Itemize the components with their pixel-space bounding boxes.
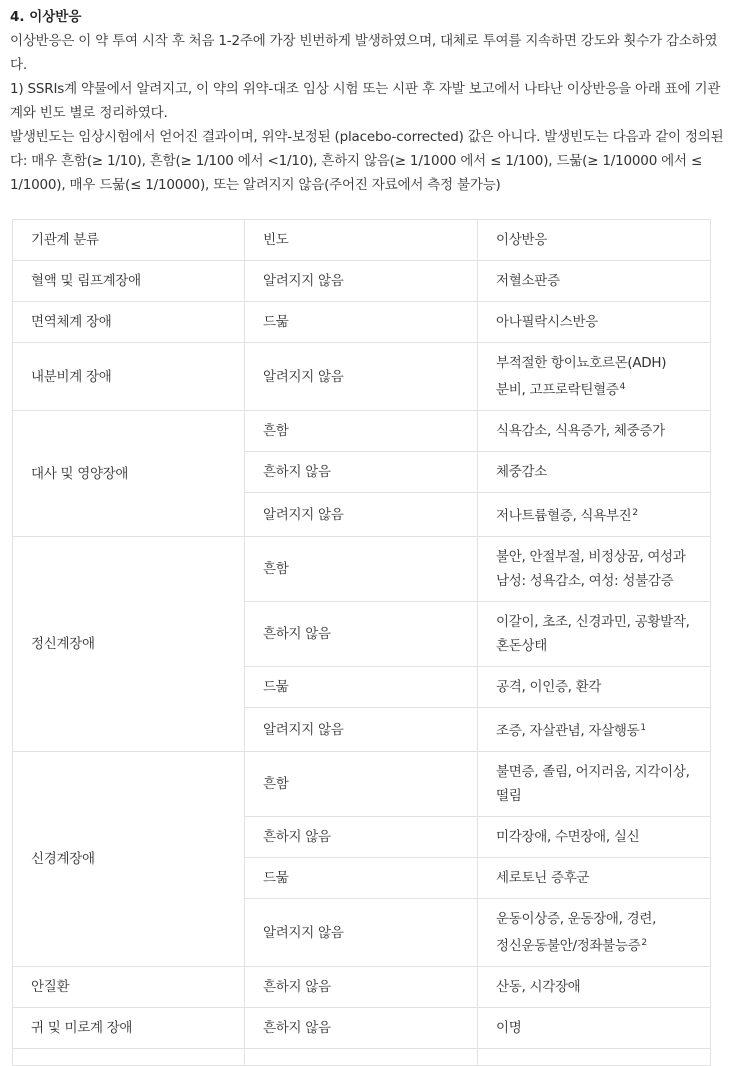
reaction-cell [478,411,711,452]
frequency-cell: 흔함 [245,411,478,452]
table-row [13,302,711,343]
document [10,0,728,197]
header-reaction: 이상반응 [478,220,711,261]
reaction-text: 산동, 시각장애 [496,979,581,995]
reaction-text: 저혈소판증 [496,273,560,289]
frequency-cell: 흔함 [245,752,478,817]
reaction-cell [478,1008,711,1049]
frequency-cell: 알려지지 않음 [245,343,478,411]
reaction-cell [478,667,711,708]
table-row [13,1049,711,1066]
footnote-marker: 2 [632,508,638,518]
table-header-row [13,220,711,261]
header-organ-class: 기관계 분류 [13,220,245,261]
table-row [13,537,711,602]
reaction-cell [478,602,711,667]
table-row [13,1008,711,1049]
table-row [13,967,711,1008]
reaction-text: 불면증, 졸림, 어지러움, 지각이상, 떨림 [496,764,690,804]
frequency-cell: 흔하지 않음 [245,967,478,1008]
reaction-text: 공격, 이인증, 환각 [496,679,602,695]
table-row [13,261,711,302]
table-row [13,411,711,452]
source-note-paragraph: 1) SSRIs계 약물에서 알려지고, 이 약의 위약-대조 임상 시험 또는 시판 후 자발 보고에서 나타난 이상반응을 아래 표에 기관계와 빈도 별로 정리하였다. [10,81,721,121]
reaction-text: 이명 [496,1020,522,1036]
reaction-cell [478,752,711,817]
reaction-text: 체중감소 [496,464,547,480]
frequency-cell: 알려지지 않음 [245,261,478,302]
reaction-cell [478,302,711,343]
reaction-text: 운동이상증, 운동장애, 경련, 정신운동불안/정좌불능증 [496,911,657,954]
reaction-cell [478,343,711,411]
organ-class-cell: 대사 및 영양장애 [13,411,245,537]
intro-paragraph: 이상반응은 이 약 투여 시작 후 처음 1-2주에 가장 빈번하게 발생하였으며, 대체로 투여를 지속하면 강도와 횟수가 감소하였다. [10,33,718,73]
frequency-cell: 흔하지 않음 [245,1008,478,1049]
frequency-cell: 드묾 [245,667,478,708]
frequency-cell: 알려지지 않음 [245,899,478,967]
reaction-cell [478,452,711,493]
reaction-cell [478,967,711,1008]
footnote-marker: 1 [640,723,646,733]
header-frequency: 빈도 [245,220,478,261]
reaction-cell [478,1049,711,1066]
organ-class-cell: 안질환 [13,967,245,1008]
organ-class-cell: 내분비계 장애 [13,343,245,411]
organ-class-cell: 혈액 및 림프계장애 [13,261,245,302]
frequency-cell: 흔하지 않음 [245,602,478,667]
reaction-text: 조증, 자살관념, 자살행동 [496,723,640,739]
reaction-text: 부적절한 항이뇨호르몬(ADH) 분비, 고프로락틴혈증 [496,355,667,398]
reaction-cell [478,858,711,899]
frequency-cell: 드묾 [245,302,478,343]
reaction-text: 이갈이, 초조, 신경과민, 공황발작, 혼돈상태 [496,614,690,654]
frequency-cell: 흔함 [245,537,478,602]
footnote-marker: 4 [619,382,626,392]
frequency-cell: 드묾 [245,858,478,899]
reaction-text: 미각장애, 수면장애, 실신 [496,829,640,845]
reaction-cell [478,708,711,752]
frequency-cell: 알려지지 않음 [245,708,478,752]
organ-class-cell: 귀 및 미로계 장애 [13,1008,245,1049]
adverse-reactions-table [12,219,711,1066]
section-title: 4. 이상반응 [10,9,82,25]
reaction-text: 저나트륨혈증, 식욕부진 [496,508,632,524]
reaction-cell [478,493,711,537]
organ-class-cell: 정신계장애 [13,537,245,752]
table-row [13,752,711,817]
frequency-definition-paragraph: 발생빈도는 임상시험에서 얻어진 결과이며, 위약-보정된 (placebo-corrected) 값은 아니다. 발생빈도는 다음과 같이 정의된다: 매우 흔함(≥ 1/10), 흔함(≥ 1/100 에서 <1/10), 흔하지 않음(≥ 1/1000 에서 ≤ 1/100), 드묾(≥ 1/10000 에서 ≤ 1/1000), 매우 드묾(≤ 1/10000), 또는 알려지지 않음(주어진 자료에서 측정 불가능) [10,129,724,193]
reaction-text: 불안, 안절부절, 비정상꿈, 여성과 남성: 성욕감소, 여성: 성불감증 [496,549,686,589]
reaction-text: 식욕감소, 식욕증가, 체중증가 [496,423,665,439]
frequency-cell: 흔하지 않음 [245,452,478,493]
organ-class-cell [13,1049,245,1066]
frequency-cell: 흔하지 않음 [245,817,478,858]
frequency-cell [245,1049,478,1066]
reaction-cell [478,899,711,967]
reaction-cell [478,261,711,302]
reaction-cell [478,817,711,858]
frequency-cell: 알려지지 않음 [245,493,478,537]
footnote-marker: 2 [641,938,647,948]
table-row [13,343,711,411]
organ-class-cell: 신경계장애 [13,752,245,967]
reaction-text: 아나필락시스반응 [496,314,598,330]
reaction-cell [478,537,711,602]
reaction-text: 세로토닌 증후군 [496,870,590,886]
organ-class-cell: 면역체계 장애 [13,302,245,343]
